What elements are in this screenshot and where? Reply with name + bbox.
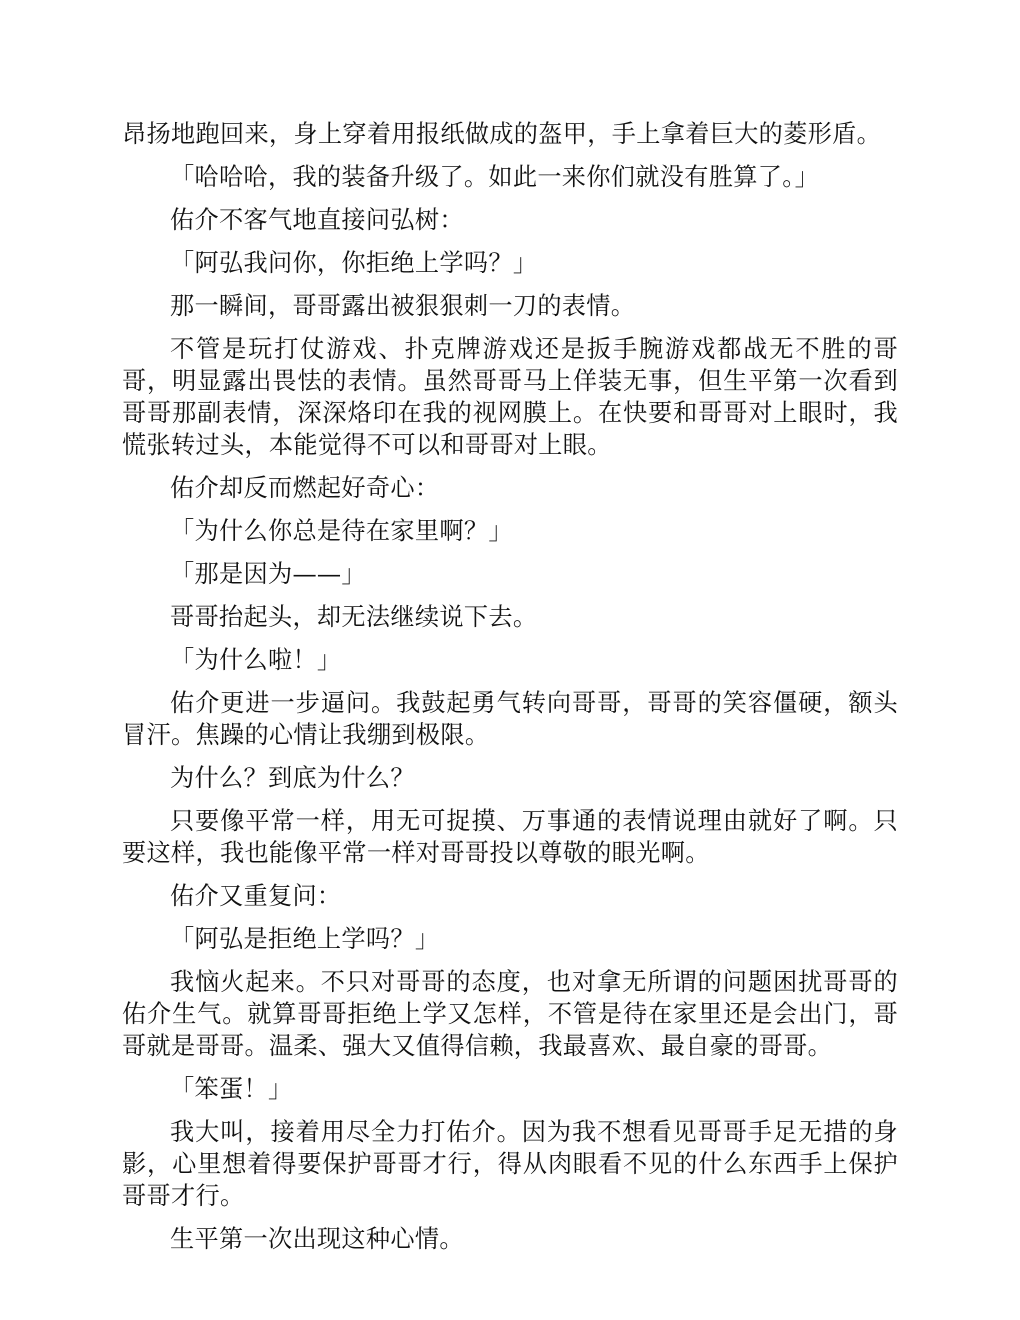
- paragraph-4: 「阿弘我问你，你拒绝上学吗？」: [170, 249, 538, 277]
- paragraph-9: 「那是因为——」: [170, 560, 366, 588]
- paragraph-16: 「阿弘是拒绝上学吗？」: [170, 925, 440, 953]
- paragraph-5: 那一瞬间，哥哥露出被狠狠刺一刀的表情。: [170, 292, 636, 320]
- paragraph-2: 「哈哈哈，我的装备升级了。如此一来你们就没有胜算了。」: [170, 163, 820, 191]
- paragraph-15: 佑介又重复问：: [170, 882, 342, 910]
- paragraph-18: 「笨蛋！」: [170, 1075, 293, 1103]
- page-body: [122, 118, 898, 1266]
- paragraph-19: 我大叫，接着用尽全力打佑介。因为我不想看见哥哥手足无措的身影，心里想着得要保护哥哥才行，得从肉眼看不见的什么东西手上保护哥哥才行。: [122, 1118, 898, 1210]
- paragraph-11: 「为什么啦！」: [170, 646, 342, 674]
- paragraph-6: 不管是玩打仗游戏、扑克牌游戏还是扳手腕游戏都战无不胜的哥哥，明显露出畏怯的表情。虽然哥哥马上佯装无事，但生平第一次看到哥哥那副表情，深深烙印在我的视网膜上。在快要和哥哥对上眼时，我慌张转过头，本能觉得不可以和哥哥对上眼。: [122, 335, 898, 459]
- paragraph-3: 佑介不客气地直接问弘树：: [170, 206, 464, 234]
- paragraph-14: 只要像平常一样，用无可捉摸、万事通的表情说理由就好了啊。只要这样，我也能像平常一样对哥哥投以尊敬的眼光啊。: [122, 807, 898, 867]
- paragraph-12: 佑介更进一步逼问。我鼓起勇气转向哥哥，哥哥的笑容僵硬，额头冒汗。焦躁的心情让我绷到极限。: [122, 689, 898, 749]
- paragraph-13: 为什么？到底为什么？: [170, 764, 415, 792]
- paragraph-8: 「为什么你总是待在家里啊？」: [170, 517, 513, 545]
- paragraph-17: 我恼火起来。不只对哥哥的态度，也对拿无所谓的问题困扰哥哥的佑介生气。就算哥哥拒绝上学又怎样，不管是待在家里还是会出门，哥哥就是哥哥。温柔、强大又值得信赖，我最喜欢、最自豪的哥哥。: [122, 968, 898, 1060]
- paragraph-7: 佑介却反而燃起好奇心：: [170, 474, 440, 502]
- paragraph-1: 昂扬地跑回来，身上穿着用报纸做成的盔甲，手上拿着巨大的菱形盾。: [122, 120, 882, 148]
- paragraph-20: 生平第一次出现这种心情。: [170, 1225, 464, 1253]
- paragraph-10: 哥哥抬起头，却无法继续说下去。: [170, 603, 538, 631]
